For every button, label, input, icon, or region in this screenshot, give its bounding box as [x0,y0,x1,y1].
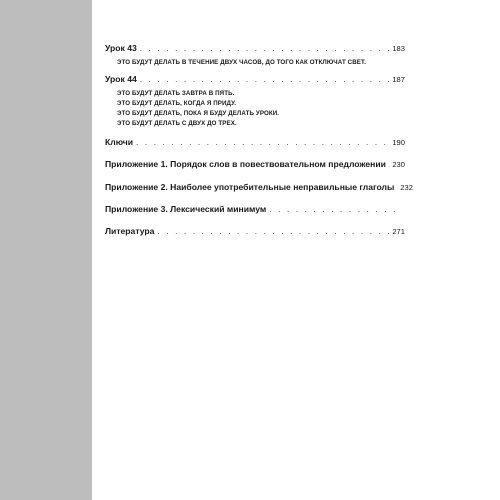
toc-entry-title: Урок 43 [105,43,137,53]
toc-subentry: ЭТО БУДУТ ДЕЛАТЬ, ПОКА Я БУДУ ДЕЛАТЬ УРОКИ. [117,110,280,117]
toc-entry-title: Приложение 2. Наиболее употребительные неправильные глаголы [105,182,395,192]
toc-entry-bibliography[interactable] [105,225,405,239]
gray-margin-band [0,0,92,500]
toc-entry-appendix-3[interactable] [105,203,405,217]
toc-subentries-lesson-43 [117,58,366,68]
toc-entry-lesson-43[interactable] [105,42,405,56]
toc-entry-title: Ключи [105,137,133,147]
toc-page-number: 187 [392,75,405,84]
toc-subentry: ЭТО БУДУТ ДЕЛАТЬ В ТЕЧЕНИЕ ДВУХ ЧАСОВ, ДО ТОГО КАК ОТКЛЮЧАТ СВЕТ. [117,59,367,66]
dot-leader [157,226,389,238]
dot-leader [136,137,389,149]
toc-entry-row [105,158,405,171]
toc-entry-title: Урок 44 [105,74,137,84]
toc-entry-row [105,225,405,238]
toc-subentry: ЭТО БУДУТ ДЕЛАТЬ С ДВУХ ДО ТРЕХ. [117,120,237,127]
toc-entry-row [105,181,413,194]
dot-leader [269,204,402,216]
toc-entry-lesson-44[interactable] [105,73,405,87]
toc-subentry: ЭТО БУДУТ ДЕЛАТЬ, КОГДА Я ПРИДУ. [117,100,237,107]
toc-subentry: ЭТО БУДУТ ДЕЛАТЬ ЗАВТРА В ПЯТЬ. [117,90,235,97]
toc-entry-row [105,203,405,216]
dot-leader [140,74,390,86]
toc-subentries-lesson-44 [117,89,279,129]
dot-leader [140,43,390,55]
toc-page-number: 232 [400,183,413,192]
toc-entry-row [105,42,405,55]
toc-page-number: 190 [392,138,405,147]
toc-entry-appendix-1[interactable] [105,158,405,172]
toc-page-number: 230 [392,160,405,169]
toc-entry-row [105,136,405,149]
toc-entry-title: Литература [105,226,155,236]
toc-entry-row [105,73,405,86]
toc-entry-keys[interactable] [105,136,405,150]
toc-page-number: 183 [392,44,405,53]
toc-entry-appendix-2[interactable] [105,181,413,195]
toc-page-number: 271 [392,227,405,236]
toc-entry-title: Приложение 3. Лексический минимум [105,204,267,214]
toc-entry-title: Приложение 1. Порядок слов в повествовательном предложении [105,159,386,169]
